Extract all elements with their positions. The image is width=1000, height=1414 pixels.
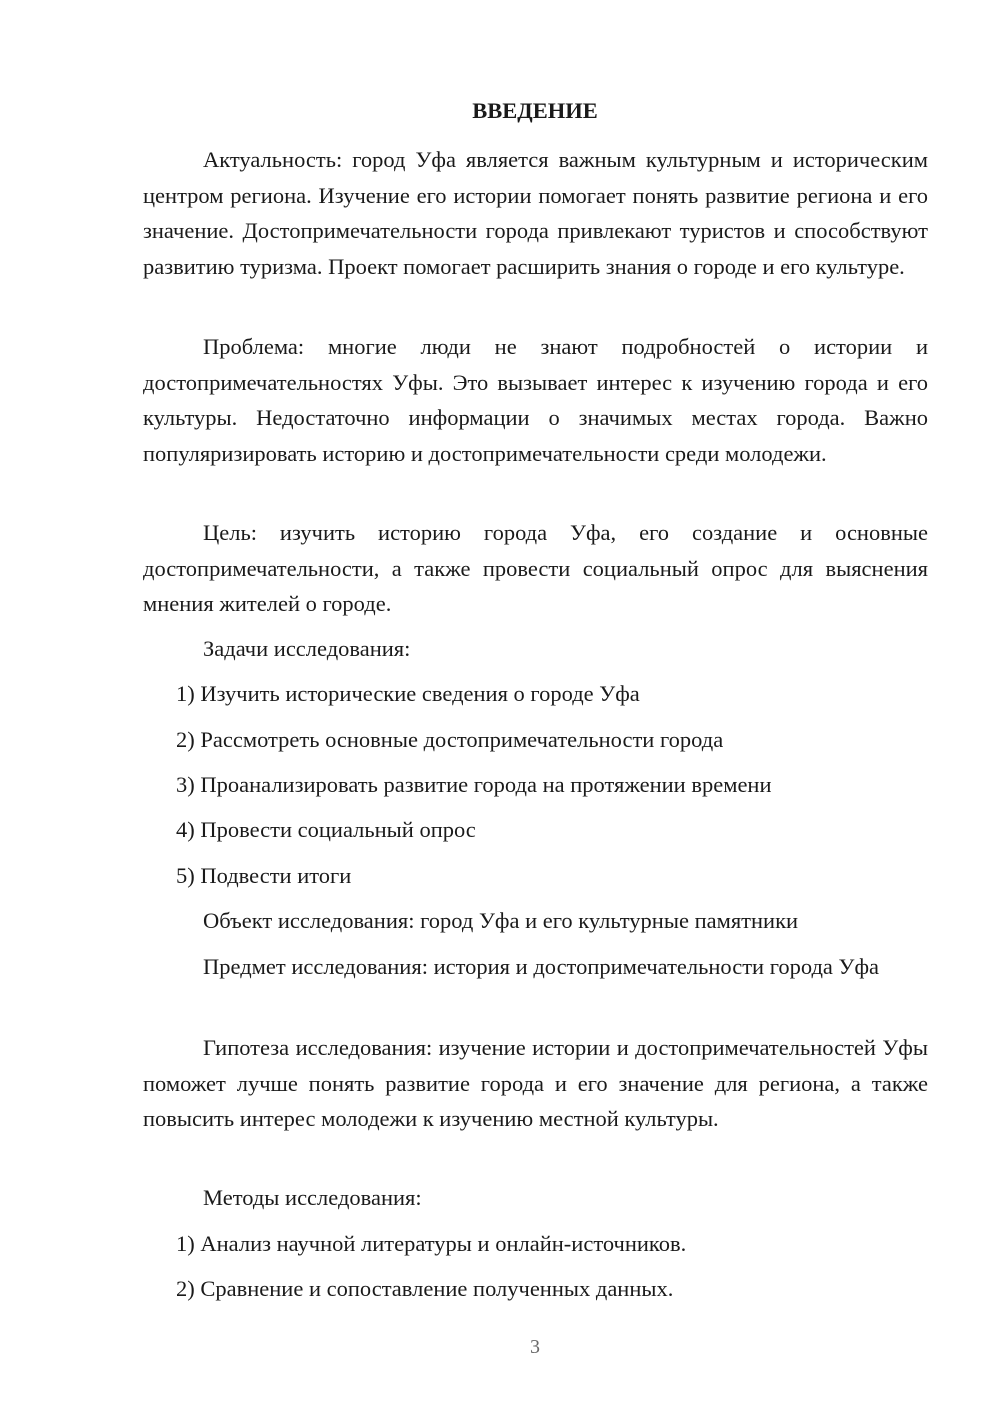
- page-number: 3: [530, 1336, 540, 1358]
- goal-paragraph: Цель: изучить историю города Уфа, его создание и основные достопримечательности, а также провести социальный опрос для выяснения мнения жителей о городе.: [143, 520, 928, 616]
- task-item-1: 1) Изучить исторические сведения о городе Уфа: [176, 681, 640, 706]
- object-line: Объект исследования: город Уфа и его культурные памятники: [203, 908, 799, 933]
- task-item-5: 5) Подвести итоги: [176, 863, 352, 888]
- method-item-1: 1) Анализ научной литературы и онлайн-источников.: [176, 1231, 687, 1256]
- method-item-2: 2) Сравнение и сопоставление полученных данных.: [176, 1276, 674, 1301]
- task-item-3: 3) Проанализировать развитие города на протяжении времени: [176, 772, 772, 797]
- subject-paragraph: Предмет исследования: история и достопримечательности города Уфа: [203, 954, 880, 979]
- tasks-heading: Задачи исследования:: [203, 636, 411, 661]
- task-item-2: 2) Рассмотреть основные достопримечательности города: [176, 727, 724, 752]
- methods-heading: Методы исследования:: [203, 1185, 422, 1210]
- task-item-4: 4) Провести социальный опрос: [176, 817, 476, 842]
- section-title: ВВЕДЕНИЕ: [472, 98, 598, 123]
- relevance-paragraph: Актуальность: город Уфа является важным культурным и историческим центром региона. Изучение его истории помогает понять развитие региона и его значение. Достопримечательности города привлекают туристов и способствуют развитию туризма. Проект помогает расширить знания о городе и его культуре.: [143, 147, 928, 279]
- hypothesis-paragraph: Гипотеза исследования: изучение истории и достопримечательностей Уфы поможет лучше понять развитие города и его значение для региона, а также повысить интерес молодежи к изучению местной культуры.: [143, 1035, 928, 1131]
- problem-paragraph: Проблема: многие люди не знают подробностей о истории и достопримечательностях Уфы. Это вызывает интерес к изучению города и его культуры. Недостаточно информации о значимых местах города. Важно популяризировать историю и достопримечательности среди молодежи.: [143, 334, 928, 466]
